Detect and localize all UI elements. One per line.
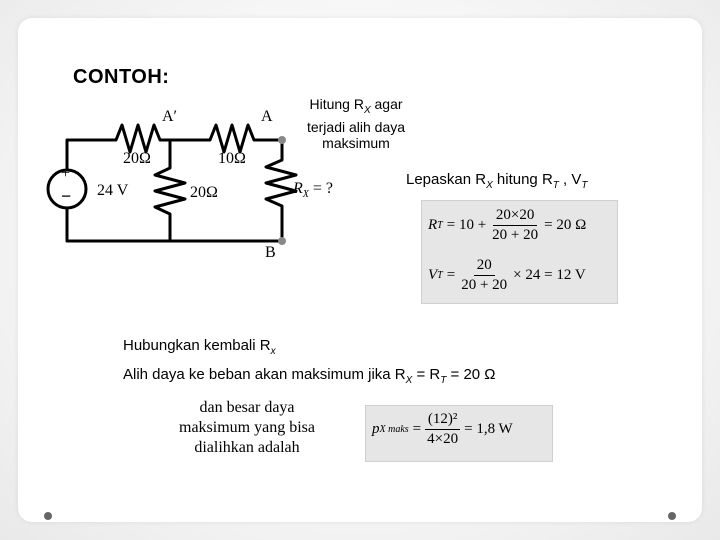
node-a-dot <box>278 136 286 144</box>
note-hitung-line3: maksimum <box>322 134 390 151</box>
resistor-r3 <box>155 140 185 241</box>
slide-title: CONTOH: <box>73 66 170 88</box>
note-besar-daya: dan besar daya maksimum yang bisa dialihkan adalah <box>179 399 315 456</box>
label-rx-value: = ? <box>308 180 334 197</box>
note-hubungkan: Hubungkan kembali $R_x$ <box>123 337 276 357</box>
note-hitung-rx <box>288 96 424 151</box>
label-rx-sub: X <box>302 189 309 201</box>
note-hitung-line2: terjadi alih daya <box>306 118 406 135</box>
equation-px-maks: p X maks = $\frac{\text{(12)²}}{4\times 20}$ = 1,8 W <box>372 411 513 447</box>
source-minus: − <box>61 186 72 206</box>
label-source-voltage: 24 V <box>97 182 129 199</box>
label-r2: 10Ω <box>218 150 246 167</box>
corner-dot-right <box>668 512 676 520</box>
note-hitung-line1: Hitung $R_X$ agar <box>309 96 403 116</box>
corner-dot-left <box>44 512 52 520</box>
note-alih-daya: Alih daya ke beban akan maksimum jika $R_X = R_T = 20$ Ω <box>123 366 496 386</box>
label-r3: 20Ω <box>190 184 218 201</box>
label-rx-symbol: R <box>293 180 303 197</box>
node-b-dot <box>278 237 286 245</box>
equation-box-thevenin <box>421 200 618 304</box>
resistor-rx <box>266 140 296 241</box>
wire-left <box>67 140 108 170</box>
resistor-r1 <box>108 125 205 152</box>
source-plus: + <box>61 165 71 182</box>
label-rx <box>293 180 333 200</box>
equation-vt: V T = $\frac{20}{20 + 20}$ × 24 = 12 V <box>428 257 586 293</box>
label-a: A <box>261 108 273 125</box>
label-a-prime: A′ <box>162 108 178 125</box>
wire-left-bottom <box>67 208 282 241</box>
equation-rt: R T = 10 + $\frac{20\times 20}{20 + 20}$ = 20 Ω <box>428 207 587 243</box>
label-r1: 20Ω <box>123 150 151 167</box>
equation-box-power <box>365 405 553 462</box>
note-lepaskan: Lepaskan $R_X$ hitung $R_T$ , $V_T$ <box>406 171 588 191</box>
resistor-r2 <box>205 125 282 152</box>
label-b: B <box>265 244 276 261</box>
